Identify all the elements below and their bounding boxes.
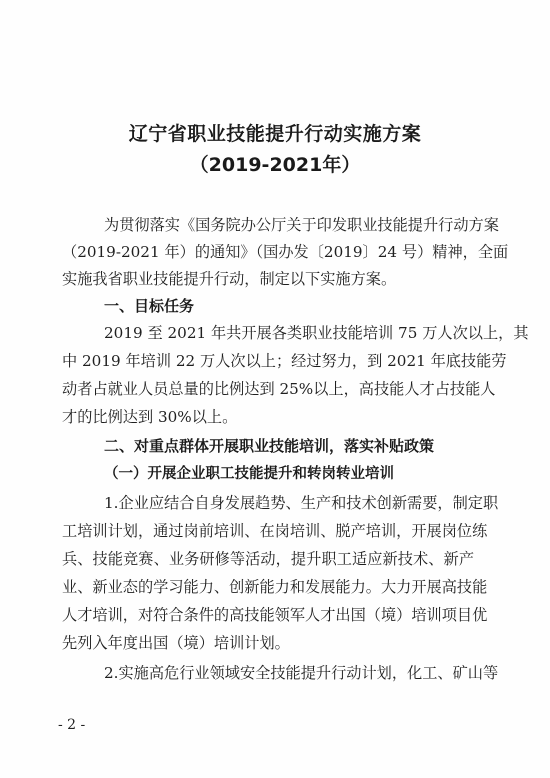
body-line: 工培训计划，通过岗前培训、在岗培训、脱产培训，开展岗位练 — [62, 522, 488, 540]
body-line: 才的比例达到 30%以上。 — [62, 408, 238, 426]
intro-line: 实施我省职业技能提升行动，制定以下实施方案。 — [62, 270, 397, 288]
body-line: 业、新业态的学习能力、创新能力和发展能力。大力开展高技能 — [62, 578, 488, 596]
body-line: 兵、技能竞赛、业务研修等活动，提升职工适应新技术、新产 — [62, 550, 474, 568]
body-line: 人才培训，对符合条件的高技能领军人才出国（境）培训项目优 — [62, 606, 488, 624]
body-line: 动者占就业人员总量的比例达到 25%以上，高技能人才占技能人 — [62, 380, 496, 398]
body-line: 1.企业应结合自身发展趋势、生产和技术创新需要，制定职 — [104, 494, 499, 512]
body-line: 中 2019 年培训 22 万人次以上；经过努力，到 2021 年底技能劳 — [62, 352, 507, 370]
page-number: - 2 - — [58, 717, 86, 733]
intro-line: （2019-2021 年）的通知》（国办发〔2019〕24 号）精神，全面 — [62, 243, 509, 261]
body-line: 2019 至 2021 年共开展各类职业技能培训 75 万人次以上，其 — [104, 324, 529, 342]
section-heading: 一、目标任务 — [104, 297, 195, 315]
body-line: 2.实施高危行业领域安全技能提升行动计划，化工、矿山等 — [104, 664, 499, 682]
body-line: 先列入年度出国（境）培训计划。 — [62, 634, 290, 652]
subsection-heading: （一）开展企业职工技能提升和转岗转业培训 — [104, 465, 394, 482]
section-heading: 二、对重点群体开展职业技能培训，落实补贴政策 — [104, 437, 435, 455]
intro-line: 为贯彻落实《国务院办公厅关于印发职业技能提升行动方案 — [104, 216, 499, 234]
document-title: 辽宁省职业技能提升行动实施方案 — [128, 123, 422, 145]
document-subtitle: （2019-2021年） — [189, 154, 361, 176]
